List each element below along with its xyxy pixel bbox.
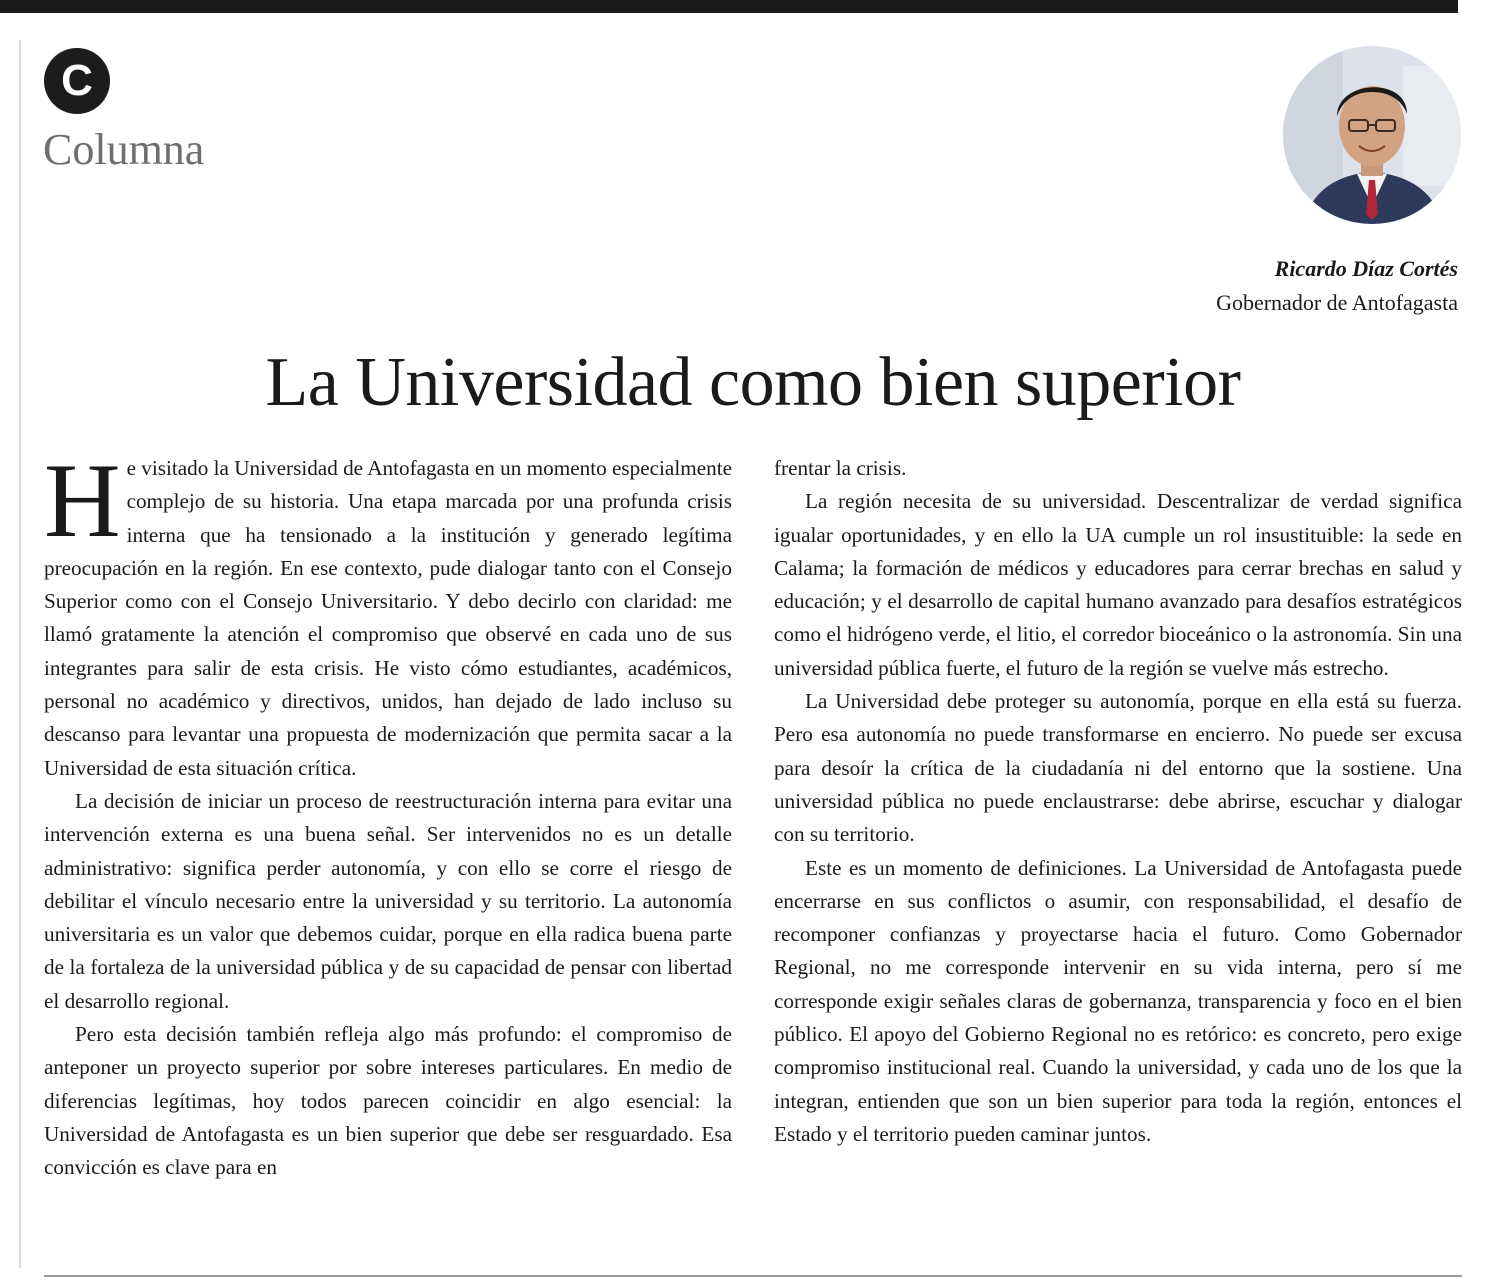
article-paragraph: La decisión de iniciar un proceso de reestructuración interna para evitar una intervención externa es una buena señal. Ser intervenidos no es un detalle administrativo: significa perder autonomía, y con ello se corre el riesgo de debilitar el vínculo necesario entre la universidad y su territorio. La autonomía universitaria es un valor que debemos cuidar, porque en ella radica buena parte de la fortaleza de la universidad pública y de su capacidad de pensar con libertad el desarrollo regional. (44, 788, 732, 1013)
bottom-rule (44, 1275, 1462, 1277)
author-role: Gobernador de Antofagasta (1216, 290, 1458, 315)
section-label: Columna (43, 125, 205, 174)
left-margin-rule (19, 40, 21, 1268)
article-paragraph: Pero esta decisión también refleja algo más profundo: el compromiso de anteponer un proyecto superior por sobre intereses particulares. En medio de diferencias legítimas, hoy todos parecen coincidir en algo esencial: la Universidad de Antofagasta es un bien superior que debe ser resguardado. Esa convicción es clave para en (44, 1022, 732, 1180)
top-rule (0, 0, 1458, 13)
article-paragraph: La región necesita de su universidad. Descentralizar de verdad significa igualar oportunidades, y en ello la UA cumple un rol insustituible: la sede en Calama; la formación de médicos y educadores para cerrar brechas en salud y educación; y el desarrollo de capital humano avanzado para desafíos estratégicos como el hidrógeno verde, el litio, el corredor bioceánico o la astronomía. Sin una universidad pública fuerte, el futuro de la región se vuelve más estrecho. (774, 489, 1462, 680)
headline: La Universidad como bien superior (265, 344, 1241, 421)
section-badge: C (44, 48, 110, 114)
article-column-right (774, 452, 1462, 1151)
author-portrait (1283, 46, 1461, 224)
article-column-left (44, 442, 732, 1185)
article-paragraph (44, 442, 732, 785)
paragraph-text: e visitado la Universidad de Antofagasta en un momento especialmente complejo de su historia. Una etapa marcada por una profunda crisis interna que ha tensionado a la institución y generado legítima preocupación en la región. En ese contexto, pude dialogar tanto con el Consejo Superior como con el Consejo Universitario. Y debo decirlo con claridad: me llamó gratamente la atención el compromiso que observé en cada uno de sus integrantes para salir de esta crisis. He visto cómo estudiantes, académicos, personal no académico y directivos, unidos, han dejado de lado incluso su descanso para levantar una propuesta de modernización que permita sacar a la Universidad de esta situación crítica. (44, 456, 732, 780)
article-paragraph: La Universidad debe proteger su autonomía, porque en ella está su fuerza. Pero esa autonomía no puede transformarse en encierro. No puede ser excusa para desoír la crítica de la ciudadanía ni del entorno que la sostiene. Una universidad pública no puede enclaustrarse: debe abrirse, escuchar y dialogar con su territorio. (774, 689, 1462, 847)
author-name: Ricardo Díaz Cortés (1274, 256, 1458, 281)
article-paragraph: frentar la crisis. (774, 456, 907, 480)
drop-cap: H (44, 442, 121, 559)
article-paragraph: Este es un momento de definiciones. La Universidad de Antofagasta puede encerrarse en sus conflictos o asumir, con responsabilidad, el desafío de recomponer confianzas y proyectarse hacia el futuro. Como Gobernador Regional, no me corresponde intervenir en su vida interna, pero sí me corresponde exigir señales claras de gobernanza, transparencia y foco en el bien público. El apoyo del Gobierno Regional no es retórico: es concreto, pero exige compromiso institucional real. Cuando la universidad, y cada uno de los que la integran, entienden que son un bien superior para toda la región, entonces el Estado y el territorio pueden caminar juntos. (774, 855, 1462, 1146)
